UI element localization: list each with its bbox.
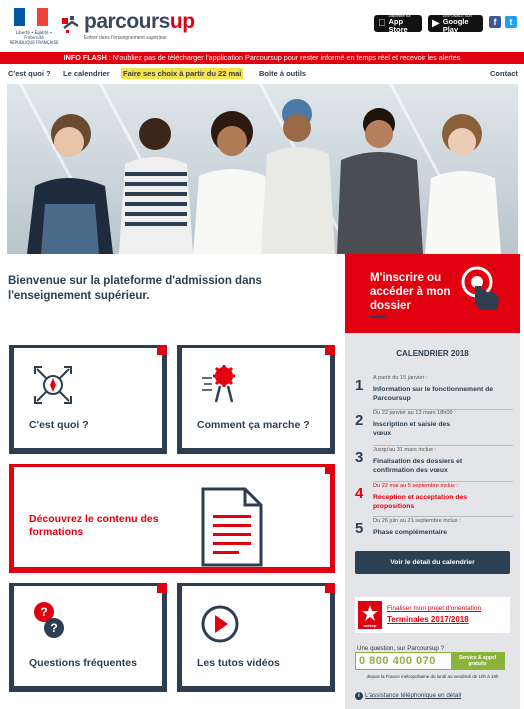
- help-question: Une question, sur Parcoursup ?: [357, 645, 445, 652]
- brand-name: parcoursup: [84, 10, 195, 33]
- nav-faire-ses-choix[interactable]: Faire ses choix à partir du 22 mai: [123, 69, 242, 78]
- phone-hours: depuis la France métropolitaine du lundi au vendredi de 10h à 18h: [366, 674, 499, 679]
- card-comment-label: Comment ça marche ?: [197, 419, 310, 431]
- card-cest-quoi-label: C'est quoi ?: [29, 419, 89, 431]
- rf-logo-text: Liberté • Égalité • Fraternité RÉPUBLIQUE FRANÇAISE: [9, 30, 59, 45]
- card-comment-ca-marche[interactable]: [177, 345, 335, 454]
- inscription-label: M'inscrire ou accéder à mon dossier: [370, 272, 451, 312]
- students-photo: [7, 84, 518, 254]
- calendar-detail-button[interactable]: Voir le détail du calendrier: [355, 551, 510, 574]
- french-flag-icon: [14, 8, 48, 26]
- brand-tagline: Entrer dans l'enseignement supérieur: [84, 35, 167, 41]
- onisep-link[interactable]: [355, 597, 510, 633]
- flash-label: INFO FLASH: [63, 53, 107, 62]
- card-tutos-videos[interactable]: [177, 583, 335, 692]
- gear-award-icon: [200, 362, 240, 406]
- app-store-button[interactable]: Disponible sur App Store: [374, 15, 422, 32]
- svg-text:?: ?: [40, 605, 48, 619]
- calendar-sidebar: CALENDRIER 2018 1 A partir du 15 janvier : Information sur le fonctionnement de Parcoursup 2 Du 22 janvier au 13 mars 18h00 : Inscription et saisie des vœux 3 Jusqu'au 31 mars inclus : Finalisation des dossiers et confirmation des vœux 4 Du 22 mai au 5 septembre inclus : Réception et acceptation des propositions 5 Du 26 juin au 21 septembre inclus : Phase complémentaire Voir le détail du calendrier onisep Finaliser mon projet d'orientation Terminales 2017/2018 Une question, sur Parcoursup ? 0 800 400 070 Service & appel gratuits depuis la France métropolitaine du lundi au vendredi de 10h à 18h i L'assistance téléphonique en détail: [345, 333, 520, 709]
- google-play-button[interactable]: ▶ DISPONIBLE SUR Google Play: [428, 15, 483, 32]
- free-service-badge: Service & appel gratuits: [451, 653, 504, 669]
- nav-boite-outils[interactable]: Boîte à outils: [259, 69, 307, 78]
- compass-arrows-icon: [32, 364, 74, 406]
- card-questions-label: Questions fréquentes: [29, 657, 137, 669]
- facebook-icon[interactable]: f: [489, 16, 501, 28]
- nav-cest-quoi[interactable]: C'est quoi ?: [8, 69, 51, 78]
- twitter-icon[interactable]: t: [505, 16, 517, 28]
- apple-icon: [378, 19, 386, 29]
- inscription-underline: [370, 316, 386, 318]
- question-bubbles-icon: [32, 600, 66, 642]
- onisep-line2: Terminales 2017/2018: [387, 615, 469, 624]
- card-tutos-label: Les tutos vidéos: [197, 657, 280, 669]
- assistance-link[interactable]: i L'assistance téléphonique en détail: [355, 692, 461, 700]
- svg-text:?: ?: [50, 621, 58, 635]
- site-header: [0, 0, 524, 48]
- card-decouvrez-label: Découvrez le contenu des formations: [29, 513, 159, 538]
- onisep-line1: Finaliser mon projet d'orientation: [387, 605, 482, 612]
- parcoursup-mark-icon: [60, 14, 82, 36]
- welcome-heading: Bienvenue sur la plateforme d'admission dans l'enseignement supérieur.: [8, 275, 262, 302]
- info-flash-bar[interactable]: [0, 52, 524, 64]
- onisep-logo: onisep: [358, 601, 382, 629]
- document-icon: [199, 485, 265, 567]
- info-icon: i: [355, 692, 363, 700]
- play-icon: [200, 604, 240, 644]
- hero-image: [7, 84, 518, 254]
- card-questions-frequentes[interactable]: [9, 583, 167, 692]
- main-nav: [0, 66, 524, 83]
- republique-francaise-logo[interactable]: [6, 8, 59, 45]
- onisep-star-icon: [358, 603, 382, 623]
- click-hand-icon: [457, 264, 507, 314]
- card-decouvrez-formations[interactable]: [9, 464, 335, 573]
- parcoursup-logo[interactable]: [60, 8, 220, 44]
- phone-number-box[interactable]: [355, 652, 505, 670]
- card-cest-quoi[interactable]: [9, 345, 167, 454]
- play-icon: ▶: [432, 17, 440, 29]
- nav-calendrier[interactable]: Le calendrier: [63, 69, 110, 78]
- calendar-title: CALENDRIER 2018: [396, 349, 469, 358]
- flash-text: : N'oubliez pas de télécharger l'application Parcoursup pour rester informé en temps réel et recevoir les alertes: [106, 53, 461, 62]
- inscription-button[interactable]: [345, 254, 520, 333]
- phone-number: 0 800 400 070: [359, 655, 436, 667]
- nav-contact[interactable]: Contact: [490, 69, 518, 78]
